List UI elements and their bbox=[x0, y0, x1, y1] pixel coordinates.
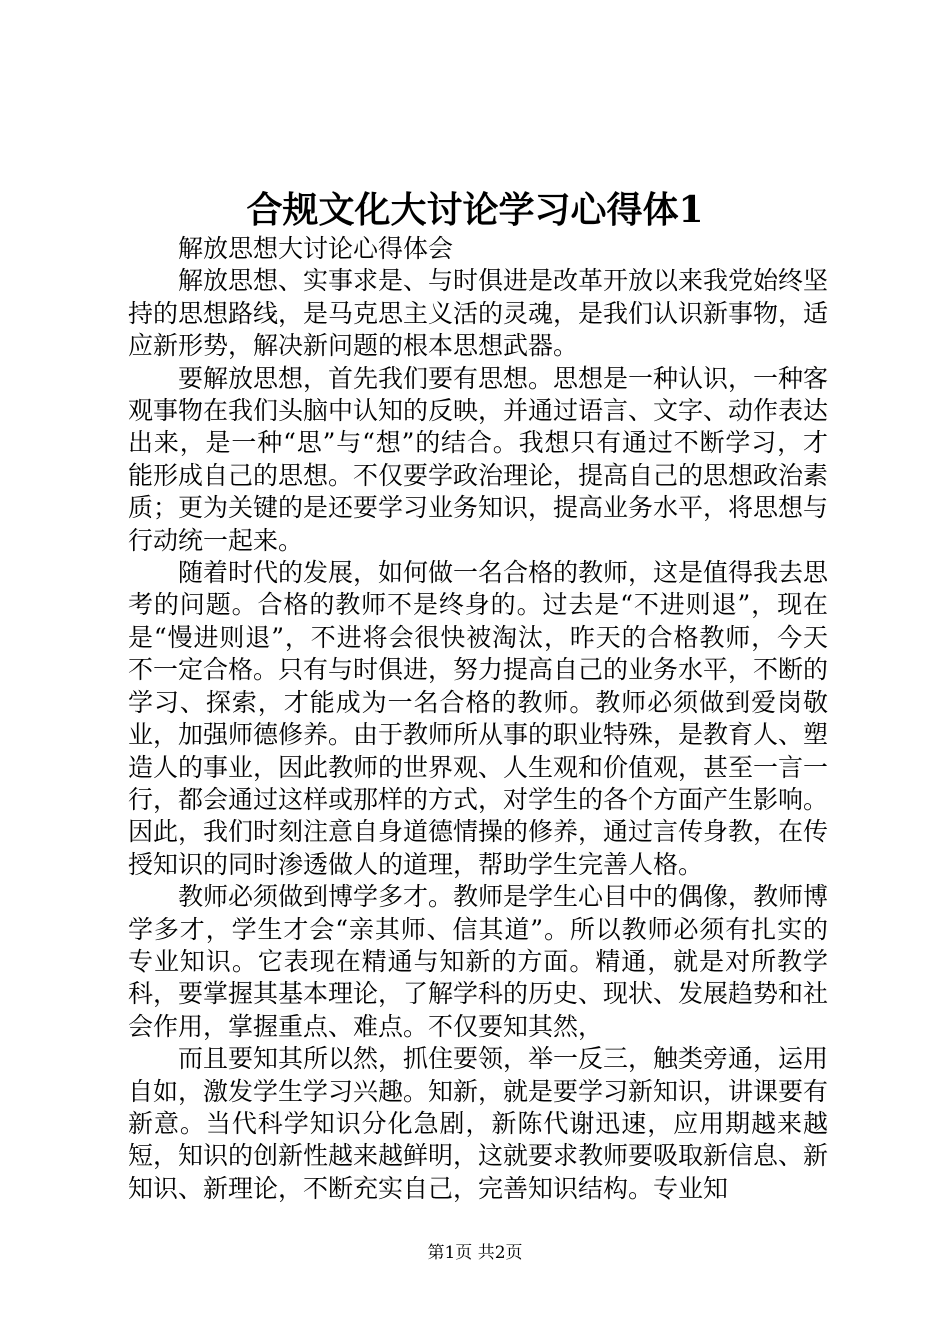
paragraph-3: 随着时代的发展，如何做一名合格的教师，这是值得我去思考的问题。合格的教师不是终身的。过去是“不进则退”，现在是“慢进则退”，不进将会很快被淘汰，昨天的合格教师，今天不一定合格。只有与时俱进，努力提高自己的业务水平，不断的学习、探索，才能成为一名合格的教师。教师必须做到爱岗敬业，加强师德修养。由于教师所从事的职业特殊，是教育人、塑造人的事业，因此教师的世界观、人生观和价值观，甚至一言一行，都会通过这样或那样的方式，对学生的各个方面产生影响。因此，我们时刻注意自身道德情操的修养，通过言传身教，在传授知识的同时渗透做人的道理，帮助学生完善人格。 bbox=[128, 558, 829, 879]
page-title: 合规文化大讨论学习心得体1 bbox=[246, 189, 704, 231]
page-footer: 第1页 共2页 bbox=[427, 1243, 523, 1263]
document-body bbox=[128, 233, 828, 1205]
paragraph-4: 教师必须做到博学多才。教师是学生心目中的偶像，教师博学多才，学生才会“亲其师、信其道”。所以教师必须有扎实的专业知识。它表现在精通与知新的方面。精通，就是对所教学科，要掌握其基本理论，了解学科的历史、现状、发展趋势和社会作用，掌握重点、难点。不仅要知其然， bbox=[128, 882, 829, 1041]
document-subtitle: 解放思想大讨论心得体会 bbox=[178, 234, 454, 263]
paragraph-5: 而且要知其所以然，抓住要领，举一反三，触类旁通，运用自如，激发学生学习兴趣。知新，就是要学习新知识，讲课要有新意。当代科学知识分化急剧，新陈代谢迅速，应用期越来越短，知识的创新性越来越鲜明，这就要求教师要吸取新信息、新知识、新理论，不断充实自己，完善知识结构。专业知 bbox=[128, 1044, 829, 1203]
paragraph-1: 解放思想、实事求是、与时俱进是改革开放以来我党始终坚持的思想路线，是马克思主义活的灵魂，是我们认识新事物，适应新形势，解决新问题的根本思想武器。 bbox=[128, 266, 829, 361]
paragraph-2: 要解放思想，首先我们要有思想。思想是一种认识，一种客观事物在我们头脑中认知的反映，并通过语言、文字、动作表达出来，是一种“思”与“想”的结合。我想只有通过不断学习，才能形成自己的思想。不仅要学政治理论，提高自己的思想政治素质；更为关键的是还要学习业务知识，提高业务水平，将思想与行动统一起来。 bbox=[128, 363, 829, 555]
